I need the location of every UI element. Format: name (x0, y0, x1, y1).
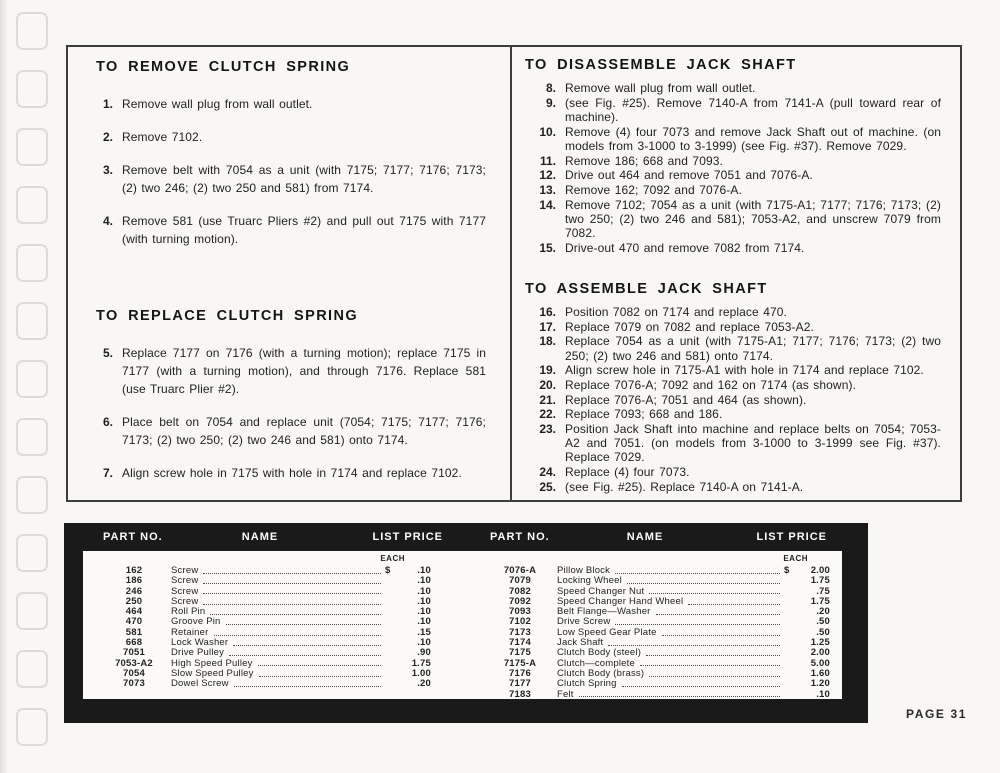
binding-hole (16, 708, 48, 746)
dot-leader (203, 593, 381, 594)
dot-leader (203, 573, 381, 574)
column-header-part-no: PART NO. (490, 531, 550, 543)
item-number: 9. (545, 95, 556, 110)
part-name-cell: Roll Pin (171, 606, 206, 618)
part-number-cell: 7175-A (503, 657, 537, 669)
each-label: EACH (783, 554, 808, 563)
instruction-item (96, 344, 486, 398)
item-text: Remove wall plug from wall outlet. (122, 97, 313, 111)
instruction-item (525, 183, 941, 197)
instruction-item (96, 413, 486, 449)
price-cell: .90 (417, 647, 431, 659)
price-cell: .15 (417, 626, 431, 638)
table-row (83, 679, 439, 689)
section-title: TO REMOVE CLUTCH SPRING (96, 59, 351, 75)
part-number-cell: 581 (125, 626, 143, 638)
instruction-item (525, 154, 941, 168)
price-cell: 1.75 (810, 595, 830, 607)
binding-hole (16, 534, 48, 572)
item-text: (see Fig. #25). Remove 7140-A from 7141-A (pull toward rear of machine). (565, 95, 941, 124)
part-name-cell: Speed Changer Nut (557, 585, 645, 597)
price-cell: 1.60 (810, 667, 830, 679)
part-name-cell: Pillow Block (557, 565, 611, 576)
dot-leader (615, 573, 780, 574)
dot-leader (627, 583, 780, 584)
part-number-cell: 668 (125, 637, 143, 649)
currency-cell: $ (385, 565, 391, 576)
binding-hole (16, 128, 48, 166)
instruction-item (525, 393, 941, 407)
part-number-cell: 246 (125, 585, 143, 597)
item-number: 17. (539, 319, 556, 334)
instruction-item (525, 241, 941, 255)
item-text: Replace 7177 on 7176 (with a turning motion); replace 7175 in 7177 (with a turning motion), and through 7176. Replace 581 (use Truarc Plier #2). (122, 346, 486, 396)
item-text: Replace 7093; 668 and 186. (565, 407, 723, 422)
instruction-column-right (525, 57, 941, 495)
part-name-cell: Drive Pulley (171, 647, 225, 659)
part-number-cell: 7079 (509, 575, 531, 587)
instruction-item (525, 320, 941, 334)
binding-hole (16, 650, 48, 688)
dot-leader (226, 624, 381, 625)
instruction-item (525, 168, 941, 182)
instruction-item (525, 334, 941, 362)
price-cell: 1.75 (810, 575, 830, 587)
item-number: 24. (539, 465, 556, 480)
item-number: 4. (102, 214, 113, 228)
binding-hole (16, 360, 48, 398)
dot-leader (649, 593, 780, 594)
item-number: 15. (539, 240, 556, 255)
currency-cell: $ (784, 565, 790, 576)
part-number-cell: 464 (125, 606, 143, 618)
instruction-item (525, 363, 941, 377)
part-name-cell: Dowel Screw (171, 678, 229, 690)
item-number: 23. (539, 422, 556, 437)
item-text: Remove belt with 7054 as a unit (with 7175; 7177; 7176; 7173; (2) two 246; (2) two 250 and 581) from 7174. (122, 163, 486, 195)
price-cell: 5.00 (810, 657, 830, 669)
item-number: 25. (539, 479, 556, 494)
price-cell: .50 (816, 616, 830, 628)
part-number-cell: 7177 (509, 678, 531, 690)
column-header-list-price: LIST PRICE (372, 531, 443, 543)
price-cell: .50 (816, 626, 830, 638)
price-cell: .10 (417, 575, 431, 587)
instruction-item (525, 465, 941, 479)
part-name-cell: High Speed Pulley (171, 657, 253, 669)
instruction-item (96, 464, 486, 482)
instruction-item (96, 161, 486, 197)
section-title: TO ASSEMBLE JACK SHAFT (525, 280, 768, 297)
item-text: Remove 186; 668 and 7093. (565, 153, 723, 168)
item-number: 3. (102, 163, 113, 177)
instruction-column-left (96, 59, 486, 497)
item-text: Replace 7076-A; 7051 and 464 (as shown). (565, 392, 807, 407)
item-number: 5. (102, 346, 113, 360)
price-cell: 2.00 (810, 647, 830, 659)
dot-leader (656, 614, 780, 615)
column-divider (510, 47, 512, 500)
item-text: Remove 162; 7092 and 7076-A. (565, 182, 742, 197)
part-name-cell: Groove Pin (171, 616, 221, 628)
price-cell: .20 (816, 606, 830, 618)
part-number-cell: 7054 (123, 667, 145, 679)
price-cell: .20 (417, 678, 431, 690)
item-text: Remove 7102. (122, 130, 203, 144)
part-name-cell: Speed Changer Hand Wheel (557, 595, 684, 607)
item-text: Drive-out 470 and remove 7082 from 7174. (565, 240, 805, 255)
dot-leader (688, 604, 780, 605)
price-cell: .10 (417, 606, 431, 618)
price-cell: .10 (816, 688, 830, 700)
instruction-item (525, 81, 941, 95)
instruction-section (96, 308, 486, 482)
price-cell: .75 (816, 585, 830, 597)
part-name-cell: Locking Wheel (557, 575, 622, 587)
part-number-cell: 7173 (509, 626, 531, 638)
dot-leader (203, 583, 381, 584)
part-number-cell: 162 (125, 565, 143, 576)
item-text: Replace (4) four 7073. (565, 465, 690, 480)
binding-hole (16, 302, 48, 340)
item-text: Align screw hole in 7175 with hole in 7174 and replace 7102. (122, 466, 462, 480)
item-text: Drive out 464 and remove 7051 and 7076-A. (565, 168, 813, 183)
part-name-cell: Clutch Spring (557, 678, 617, 690)
binding-hole (16, 418, 48, 456)
item-number: 11. (539, 153, 556, 168)
binding-hole (16, 186, 48, 224)
part-name-cell: Slow Speed Pulley (171, 667, 254, 679)
item-text: Align screw hole in 7175-A1 with hole in 7174 and replace 7102. (565, 363, 924, 378)
price-cell: .10 (417, 585, 431, 597)
table-row (469, 690, 838, 700)
dot-leader (646, 655, 780, 656)
dot-leader (640, 665, 780, 666)
price-cell: 1.20 (810, 678, 830, 690)
dot-leader (233, 645, 381, 646)
instruction-item (525, 96, 941, 124)
dot-leader (229, 655, 381, 656)
item-number: 12. (539, 168, 556, 183)
dot-leader (203, 604, 381, 605)
part-number-cell: 470 (125, 616, 143, 628)
item-number: 21. (539, 392, 556, 407)
parts-column-right (469, 554, 838, 700)
part-number-cell: 7051 (123, 647, 145, 659)
item-number: 14. (539, 197, 556, 212)
item-number: 16. (539, 304, 556, 319)
part-number-cell: 7175 (509, 647, 531, 659)
part-name-cell: Screw (171, 595, 199, 607)
price-cell: .10 (417, 637, 431, 649)
item-number: 20. (539, 377, 556, 392)
part-name-cell: Jack Shaft (557, 637, 604, 649)
item-text: Position 7082 on 7174 and replace 470. (565, 304, 787, 319)
instruction-item (96, 128, 486, 146)
price-cell: 2.00 (810, 565, 830, 576)
section-title: TO REPLACE CLUTCH SPRING (96, 308, 359, 324)
parts-table-body (83, 551, 842, 699)
item-number: 8. (545, 81, 556, 95)
dot-leader (258, 665, 381, 666)
part-number-cell: 7183 (509, 688, 531, 700)
item-text: Remove 581 (use Truarc Pliers #2) and pull out 7175 with 7177 (with turning motion). (122, 214, 486, 246)
part-number-cell: 7082 (509, 585, 531, 597)
binding-hole (16, 592, 48, 630)
instruction-item (525, 378, 941, 392)
instruction-item (525, 305, 941, 319)
part-name-cell: Clutch Body (brass) (557, 667, 645, 679)
price-cell: 1.00 (411, 667, 431, 679)
part-name-cell: Lock Washer (171, 637, 229, 649)
part-number-cell: 7053-A2 (115, 657, 153, 669)
part-name-cell: Drive Screw (557, 616, 611, 628)
item-text: Remove (4) four 7073 and remove Jack Shaft out of machine. (on models from 3-1000 to 3-1999) (see Fig. #37). Remove 7029. (565, 124, 941, 153)
part-name-cell: Retainer (171, 626, 209, 638)
dot-leader (234, 686, 381, 687)
price-cell: 1.75 (411, 657, 431, 669)
part-number-cell: 250 (125, 595, 143, 607)
part-number-cell: 7092 (509, 595, 531, 607)
binding-hole (16, 244, 48, 282)
dot-leader (608, 645, 780, 646)
price-cell: .10 (417, 595, 431, 607)
item-text: Replace 7054 as a unit (with 7175-A1; 7177; 7176; 7173; (2) two 250; (2) two 246 and 581) onto 7174. (565, 334, 941, 363)
dot-leader (615, 624, 780, 625)
dot-leader (622, 686, 780, 687)
part-number-cell: 7076-A (503, 565, 537, 576)
instruction-item (525, 198, 941, 241)
price-cell: .10 (417, 565, 431, 576)
page-edge-shade (0, 0, 8, 773)
dot-leader (259, 676, 381, 677)
item-number: 10. (539, 124, 556, 139)
column-header-list-price: LIST PRICE (756, 531, 827, 543)
item-number: 13. (539, 182, 556, 197)
price-cell: .10 (417, 616, 431, 628)
binding-hole (16, 70, 48, 108)
instruction-section (525, 57, 941, 255)
dot-leader (214, 635, 381, 636)
item-number: 19. (539, 363, 556, 378)
part-number-cell: 7093 (509, 606, 531, 618)
part-name-cell: Belt Flange—Washer (557, 606, 651, 618)
column-header-name: NAME (241, 531, 279, 543)
part-name-cell: Clutch Body (steel) (557, 647, 642, 659)
part-name-cell: Screw (171, 585, 199, 597)
binding-hole (16, 476, 48, 514)
dot-leader (579, 696, 780, 697)
part-name-cell: Felt (557, 688, 574, 700)
dot-leader (649, 676, 780, 677)
item-number: 1. (102, 97, 113, 111)
item-text: Position Jack Shaft into machine and replace belts on 7054; 7053-A2 and 7051. (on models from 3-1000 to 3-1999 see Fig. #37). Replace 7029. (565, 422, 941, 465)
item-number: 22. (539, 407, 556, 422)
instructions-box (66, 45, 962, 502)
item-number: 18. (539, 334, 556, 349)
instruction-section (525, 281, 941, 494)
column-header-part-no: PART NO. (103, 531, 163, 543)
part-name-cell: Screw (171, 575, 199, 587)
item-number: 7. (102, 466, 113, 480)
part-number-cell: 7174 (509, 637, 531, 649)
item-number: 6. (102, 415, 113, 429)
parts-column-left (83, 554, 439, 690)
item-text: Remove 7102; 7054 as a unit (with 7175-A1; 7177; 7176; 7173; (2) two 250; (2) two 246 and 581); 7053-A2, and unscrew 7079 from 7082. (565, 197, 941, 241)
item-text: Place belt on 7054 and replace unit (7054; 7175; 7177; 7176; 7173; (2) two 250; (2) two 246 and 581) onto 7174. (122, 415, 486, 447)
instruction-item (525, 125, 941, 153)
instruction-item (96, 212, 486, 248)
item-number: 2. (102, 130, 113, 144)
item-text: Replace 7076-A; 7092 and 162 on 7174 (as shown). (565, 377, 856, 392)
dot-leader (210, 614, 381, 615)
part-number-cell: 7102 (509, 616, 531, 628)
part-number-cell: 186 (125, 575, 143, 587)
item-text: Replace 7079 on 7082 and replace 7053-A2. (565, 319, 814, 334)
parts-price-table (64, 523, 868, 723)
section-title: TO DISASSEMBLE JACK SHAFT (525, 57, 797, 73)
column-header-name: NAME (626, 531, 664, 543)
part-name-cell: Clutch—complete (557, 657, 635, 669)
part-number-cell: 7176 (509, 667, 531, 679)
item-text: (see Fig. #25). Replace 7140-A on 7141-A. (565, 479, 804, 494)
dot-leader (662, 635, 780, 636)
part-number-cell: 7073 (123, 678, 145, 690)
part-name-cell: Low Speed Gear Plate (557, 626, 657, 638)
part-name-cell: Screw (171, 565, 199, 576)
instruction-item (525, 407, 941, 421)
price-cell: 1.25 (810, 637, 830, 649)
binding-hole (16, 12, 48, 50)
instruction-item (525, 422, 941, 465)
item-text: Remove wall plug from wall outlet. (565, 81, 756, 95)
instruction-item (96, 95, 486, 113)
page-number: PAGE 31 (906, 707, 967, 721)
each-label: EACH (380, 554, 405, 563)
instruction-section (96, 59, 486, 248)
instruction-item (525, 480, 941, 494)
